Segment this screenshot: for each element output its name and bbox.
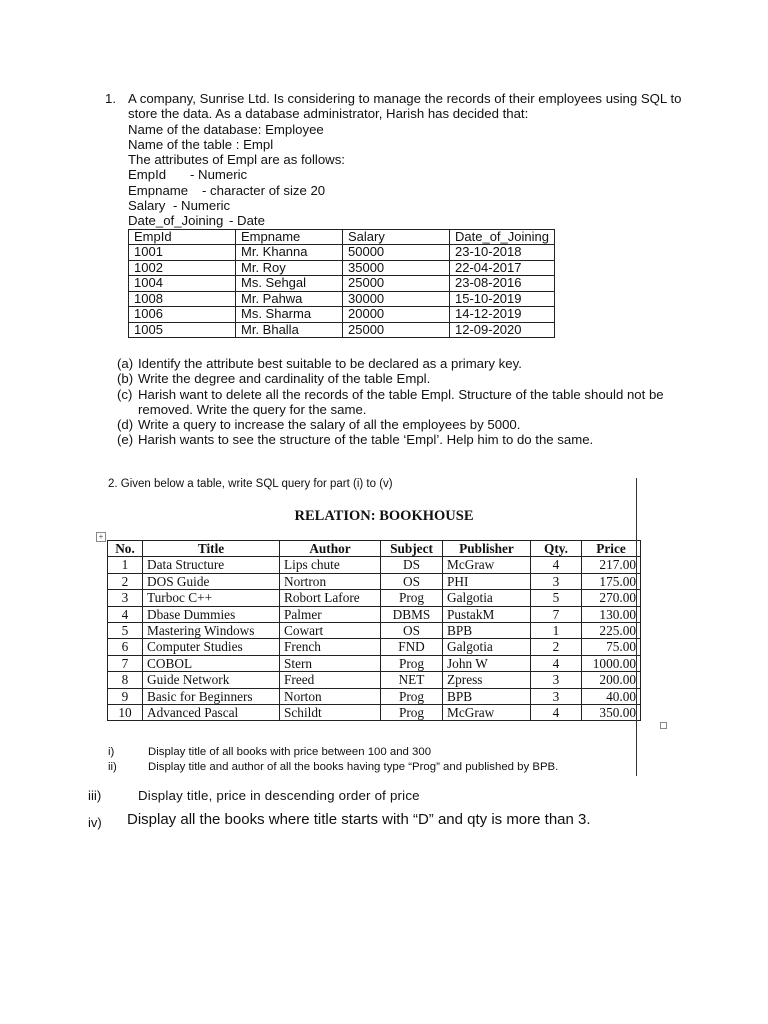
table-cell: 9: [108, 688, 143, 704]
table-cell: Data Structure: [143, 557, 280, 573]
crop-guide-line: [636, 478, 637, 776]
table-cell: Schildt: [280, 705, 381, 721]
question-1-parts: [117, 356, 677, 448]
question-1-part-e: [117, 432, 677, 447]
table-cell: 270.00: [582, 590, 641, 606]
table-cell: OS: [381, 573, 443, 589]
table-cell: 40.00: [582, 688, 641, 704]
table-row: [108, 590, 641, 606]
table-cell: 130.00: [582, 606, 641, 622]
table-cell: Mr. Khanna: [236, 245, 343, 261]
table-cell: 1005: [129, 322, 236, 338]
table-row: [108, 672, 641, 688]
table-row: [108, 606, 641, 622]
table-cell: 1001: [129, 245, 236, 261]
table-cell: 35000: [343, 260, 450, 276]
table-cell: Mr. Pahwa: [236, 291, 343, 307]
table-cell: OS: [381, 623, 443, 639]
table-cell: Palmer: [280, 606, 381, 622]
table-cell: PHI: [443, 573, 531, 589]
part-label: (d): [117, 417, 134, 433]
table-cell: 4: [531, 705, 582, 721]
question-2-part-iv: [88, 811, 591, 830]
table-cell: 23-08-2016: [450, 276, 555, 292]
attr-type: - character of size 20: [202, 182, 326, 198]
table-header-row: [129, 229, 555, 245]
table-cell: 3: [531, 573, 582, 589]
table-cell: 14-12-2019: [450, 307, 555, 323]
question-2-intro: 2. Given below a table, write SQL query for part (i) to (v): [108, 478, 393, 490]
question-1-part-d: [117, 417, 677, 432]
table-cell: 7: [108, 655, 143, 671]
question-1-body: [128, 91, 695, 338]
table-cell: BPB: [443, 688, 531, 704]
table-cell: 8: [108, 672, 143, 688]
table-cell: 217.00: [582, 557, 641, 573]
table-header-cell: Salary: [343, 229, 450, 245]
table-cell: Nortron: [280, 573, 381, 589]
table-row: [129, 322, 555, 338]
table-row: [129, 307, 555, 323]
table-cell: 15-10-2019: [450, 291, 555, 307]
part-text: Display all the books where title starts with “D” and qty is more than 3.: [127, 811, 591, 828]
table-cell: John W: [443, 655, 531, 671]
table-header-cell: Author: [280, 541, 381, 557]
table-cell: DBMS: [381, 606, 443, 622]
table-cell: 200.00: [582, 672, 641, 688]
table-cell: 1002: [129, 260, 236, 276]
table-cell: 75.00: [582, 639, 641, 655]
table-cell: 3: [531, 672, 582, 688]
part-text: Display title of all books with price between 100 and 300: [148, 746, 432, 758]
table-cell: Computer Studies: [143, 639, 280, 655]
table-cell: 4: [531, 655, 582, 671]
q1-attribute-empid: [128, 167, 695, 182]
table-cell: DS: [381, 557, 443, 573]
table-cell: 4: [108, 606, 143, 622]
table-header-cell: Empname: [236, 229, 343, 245]
q1-attribute-empname: [128, 183, 695, 198]
table-cell: 10: [108, 705, 143, 721]
part-text: Write the degree and cardinality of the table Empl.: [138, 371, 431, 387]
table-cell: Ms. Sehgal: [236, 276, 343, 292]
part-text: Write a query to increase the salary of all the employees by 5000.: [138, 417, 521, 433]
table-row: [108, 639, 641, 655]
empl-table: [128, 229, 555, 339]
table-row: [108, 573, 641, 589]
table-row: [108, 655, 641, 671]
table-cell: 5: [531, 590, 582, 606]
question-1-part-a: [117, 356, 677, 371]
table-cell: Prog: [381, 655, 443, 671]
question-2-part-iii: [88, 788, 420, 803]
table-header-cell: EmpId: [129, 229, 236, 245]
table-cell: Galgotia: [443, 590, 531, 606]
table-cell: 1000.00: [582, 655, 641, 671]
table-header-cell: Qty.: [531, 541, 582, 557]
table-cell: Mastering Windows: [143, 623, 280, 639]
part-label: (a): [117, 356, 134, 371]
table-cell: Stern: [280, 655, 381, 671]
table-cell: Advanced Pascal: [143, 705, 280, 721]
attr-name: Date_of_Joining: [128, 213, 224, 229]
table-cell: Robort Lafore: [280, 590, 381, 606]
table-row: [108, 705, 641, 721]
part-label: iii): [88, 788, 102, 803]
table-cell: 1: [531, 623, 582, 639]
table-cell: McGraw: [443, 705, 531, 721]
table-row: [129, 291, 555, 307]
table-cell: Dbase Dummies: [143, 606, 280, 622]
attr-name: EmpId: [128, 167, 167, 183]
table-cell: Cowart: [280, 623, 381, 639]
q1-attribute-salary: [128, 198, 695, 213]
table-cell: DOS Guide: [143, 573, 280, 589]
q1-attributes-intro: The attributes of Empl are as follows:: [128, 152, 345, 168]
table-header-row: [108, 541, 641, 557]
table-resize-handle-icon[interactable]: [660, 722, 667, 729]
table-cell: 4: [531, 557, 582, 573]
part-label: i): [108, 746, 115, 758]
bookhouse-table: [107, 540, 641, 721]
table-row: [129, 245, 555, 261]
q1-intro-line-2: store the data. As a database administrator, Harish has decided that:: [128, 106, 529, 122]
part-text: Harish wants to see the structure of the table ‘Empl’. Help him to do the same.: [138, 432, 594, 448]
table-cell: Freed: [280, 672, 381, 688]
question-1-number: 1.: [105, 91, 116, 106]
q1-attribute-date-of-joining: [128, 213, 695, 228]
table-cell: Lips chute: [280, 557, 381, 573]
attr-name: Empname: [128, 182, 189, 198]
table-cell: Mr. Roy: [236, 260, 343, 276]
table-cell: French: [280, 639, 381, 655]
table-cell: PustakM: [443, 606, 531, 622]
table-cell: 225.00: [582, 623, 641, 639]
question-2-parts-clipped: [108, 745, 636, 776]
table-row: [108, 557, 641, 573]
table-cell: 2: [108, 573, 143, 589]
table-cell: 12-09-2020: [450, 322, 555, 338]
question-1: [105, 91, 695, 338]
table-cell: FND: [381, 639, 443, 655]
q1-database-name: Name of the database: Employee: [128, 121, 324, 137]
part-label: (b): [117, 371, 134, 387]
table-row: [108, 623, 641, 639]
table-row: [129, 260, 555, 276]
question-2-part-ii: [108, 760, 636, 775]
table-header-cell: Subject: [381, 541, 443, 557]
table-cell: 1: [108, 557, 143, 573]
table-cell: 6: [108, 639, 143, 655]
table-cell: 30000: [343, 291, 450, 307]
part-label: (e): [117, 432, 134, 448]
table-header-cell: Price: [582, 541, 641, 557]
table-header-cell: Date_of_Joining: [450, 229, 555, 245]
table-move-handle-icon[interactable]: +: [96, 532, 106, 542]
table-cell: Ms. Sharma: [236, 307, 343, 323]
table-cell: Galgotia: [443, 639, 531, 655]
table-cell: Zpress: [443, 672, 531, 688]
attr-type: - Numeric: [173, 198, 231, 214]
table-header-cell: Publisher: [443, 541, 531, 557]
table-cell: 1004: [129, 276, 236, 292]
table-cell: Basic for Beginners: [143, 688, 280, 704]
table-row: [129, 276, 555, 292]
table-cell: NET: [381, 672, 443, 688]
table-cell: 23-10-2018: [450, 245, 555, 261]
table-cell: 5: [108, 623, 143, 639]
table-cell: 1006: [129, 307, 236, 323]
table-cell: COBOL: [143, 655, 280, 671]
q1-table-name: Name of the table : Empl: [128, 136, 274, 152]
table-cell: 50000: [343, 245, 450, 261]
relation-title: [0, 508, 768, 525]
table-cell: McGraw: [443, 557, 531, 573]
table-cell: 175.00: [582, 573, 641, 589]
question-2-part-i: [108, 745, 636, 760]
table-cell: 25000: [343, 276, 450, 292]
part-text: Display title and author of all the books having type “Prog” and published by BPB.: [148, 760, 559, 773]
table-cell: 25000: [343, 322, 450, 338]
q1-intro-line-1: A company, Sunrise Ltd. Is considering to manage the records of their employees using SQL to: [128, 91, 682, 106]
table-cell: Mr. Bhalla: [236, 322, 343, 338]
table-cell: 20000: [343, 307, 450, 323]
table-cell: 3: [108, 590, 143, 606]
part-label: iv): [88, 815, 102, 830]
table-cell: 7: [531, 606, 582, 622]
part-label: (c): [117, 386, 133, 402]
table-cell: 350.00: [582, 705, 641, 721]
table-cell: 22-04-2017: [450, 260, 555, 276]
relation-title-text: RELATION: BOOKHOUSE: [294, 508, 474, 524]
table-cell: Prog: [381, 705, 443, 721]
question-1-part-c: [117, 387, 677, 418]
table-cell: Prog: [381, 590, 443, 606]
table-cell: 3: [531, 688, 582, 704]
attr-type: - Numeric: [190, 167, 248, 183]
table-cell: Prog: [381, 688, 443, 704]
part-text: Display title, price in descending order of price: [138, 788, 420, 803]
table-cell: BPB: [443, 623, 531, 639]
table-cell: 2: [531, 639, 582, 655]
table-row: [108, 688, 641, 704]
part-text: Identify the attribute best suitable to be declared as a primary key.: [138, 356, 522, 371]
table-cell: Turboc C++: [143, 590, 280, 606]
part-text: Harish want to delete all the records of the table Empl. Structure of the table should not be removed. Write the query for the same.: [138, 386, 664, 417]
table-header-cell: Title: [143, 541, 280, 557]
part-label: ii): [108, 760, 117, 773]
table-cell: Norton: [280, 688, 381, 704]
table-cell: Guide Network: [143, 672, 280, 688]
attr-type: - Date: [229, 213, 265, 229]
table-cell: 1008: [129, 291, 236, 307]
question-1-part-b: [117, 371, 677, 386]
table-header-cell: No.: [108, 541, 143, 557]
attr-name: Salary: [128, 198, 166, 214]
